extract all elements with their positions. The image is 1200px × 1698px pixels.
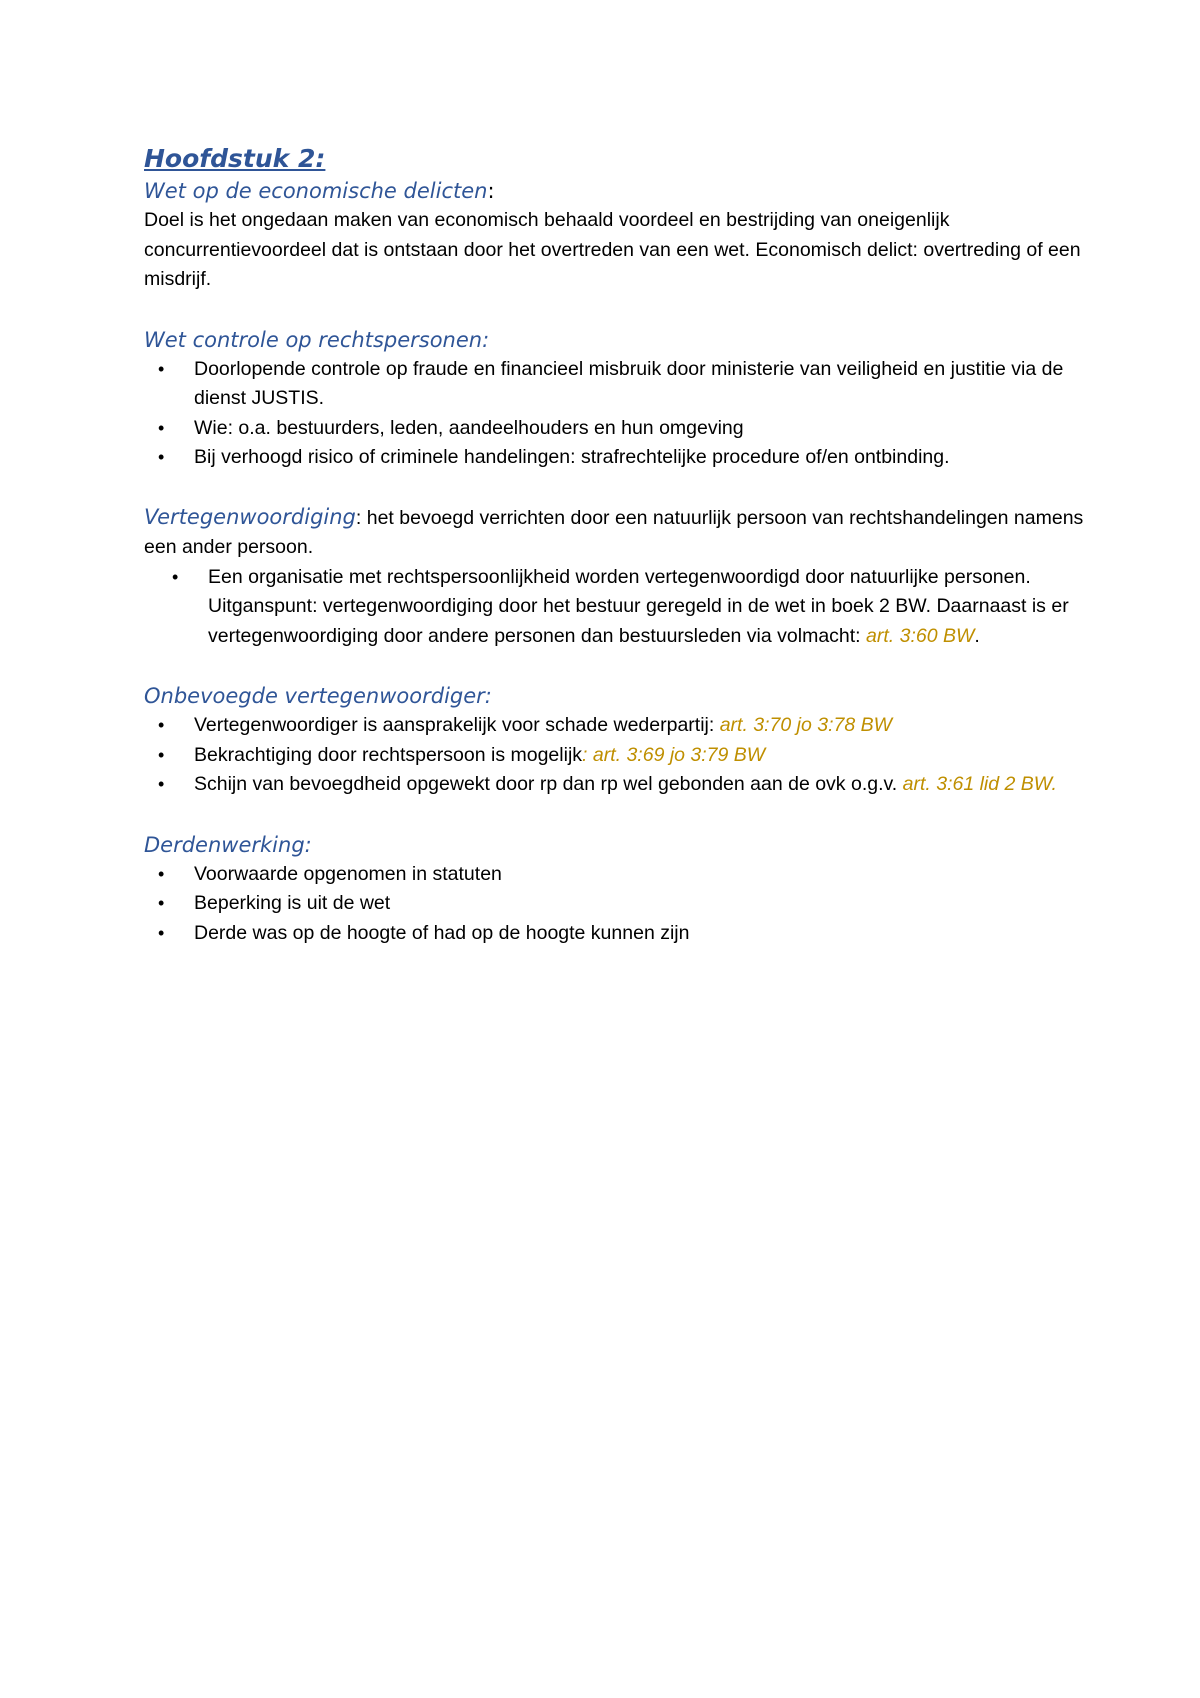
bullet-icon: • <box>158 744 165 765</box>
list-item-text: Derde was op de hoogte of had op de hoogte kunnen zijn <box>194 921 690 944</box>
list-item <box>144 563 1084 652</box>
list-item <box>144 443 1084 473</box>
document-page <box>144 142 1084 948</box>
section-heading-economic-colon: : <box>487 179 495 203</box>
list-item-text: Een organisatie met rechtspersoonlijkheid worden vertegenwoordigd door natuurlijke personen. Uitganspunt: vertegenwoordiging door het bestuur geregeld in de wet in boek 2 BW. Daarnaast is er vertegenwoordiging door andere personen dan bestuursleden via volmacht: <box>208 565 1069 647</box>
law-reference: : art. 3:69 jo 3:79 BW <box>582 743 766 766</box>
chapter-title: Hoofdstuk 2: <box>144 144 326 173</box>
list-item <box>144 414 1084 444</box>
list-item <box>144 860 1084 890</box>
list-item-text: Schijn van bevoegdheid opgewekt door rp dan rp wel gebonden aan de ovk o.g.v. <box>194 773 903 795</box>
bullet-icon: • <box>158 893 165 913</box>
law-reference: art. 3:70 jo 3:78 BW <box>719 714 893 736</box>
section-heading-economic <box>144 176 1084 206</box>
bullet-icon: • <box>158 417 165 438</box>
section-unauthorized-representative <box>144 681 1084 800</box>
bullet-icon: • <box>158 358 165 379</box>
list-item-text: Wie: o.a. bestuurders, leden, aandeelhouders en hun omgeving <box>194 416 744 439</box>
list-item <box>144 711 1084 741</box>
control-bullet-list <box>144 355 1084 473</box>
list-item-text: Bekrachtiging door rechtspersoon is mogelijk <box>194 743 583 766</box>
list-item <box>144 889 1084 919</box>
section-heading-economic-text: Wet op de economische delicten <box>144 179 488 203</box>
section-heading-third-party: Derdenwerking: <box>144 832 312 857</box>
law-reference: art. 3:60 BW <box>866 624 975 647</box>
bullet-icon: • <box>172 566 179 587</box>
representation-bullet-list <box>144 563 1084 652</box>
bullet-icon: • <box>158 922 165 943</box>
list-item-text: Beperking is uit de wet <box>194 892 391 914</box>
bullet-icon: • <box>158 447 165 467</box>
bullet-icon: • <box>158 863 165 884</box>
law-reference: art. 3:61 lid 2 BW. <box>902 773 1057 795</box>
representation-paragraph <box>144 503 1084 563</box>
list-item-text: Doorlopende controle op fraude en financieel misbruik door ministerie van veiligheid en justitie via de dienst JUSTIS. <box>194 357 1064 409</box>
list-item-text: Bij verhoogd risico of criminele handelingen: strafrechtelijke procedure of/en ontbinding. <box>194 446 950 468</box>
economic-paragraph: Doel is het ongedaan maken van economisch behaald voordeel en bestrijding van oneigenlijk concurrentievoordeel dat is ontstaan door het overtreden van een wet. Economisch delict: overtreding of een misdrijf. <box>144 209 1081 290</box>
section-third-party-effect <box>144 830 1084 949</box>
list-item <box>144 741 1084 771</box>
unauthorized-bullet-list <box>144 711 1084 800</box>
section-heading-unauthorized: Onbevoegde vertegenwoordiger: <box>144 684 492 708</box>
third-party-bullet-list <box>144 860 1084 949</box>
section-control-legal-persons <box>144 325 1084 473</box>
representation-text: : het bevoegd verrichten door een natuurlijk persoon van rechtshandelingen namens een ander persoon. <box>144 506 1084 558</box>
list-item <box>144 770 1084 800</box>
section-economic-offences <box>144 176 1084 295</box>
list-item-text: Vertegenwoordiger is aansprakelijk voor schade wederpartij: <box>194 714 720 736</box>
list-item <box>144 919 1084 949</box>
bullet-icon: • <box>158 715 165 735</box>
list-item-text: Voorwaarde opgenomen in statuten <box>194 862 502 885</box>
section-representation <box>144 503 1084 652</box>
section-heading-control: Wet controle op rechtspersonen: <box>144 327 490 352</box>
section-heading-representation: Vertegenwoordiging <box>144 504 356 529</box>
bullet-icon: • <box>158 774 165 794</box>
list-item <box>144 355 1084 414</box>
list-item-end: . <box>974 624 980 647</box>
